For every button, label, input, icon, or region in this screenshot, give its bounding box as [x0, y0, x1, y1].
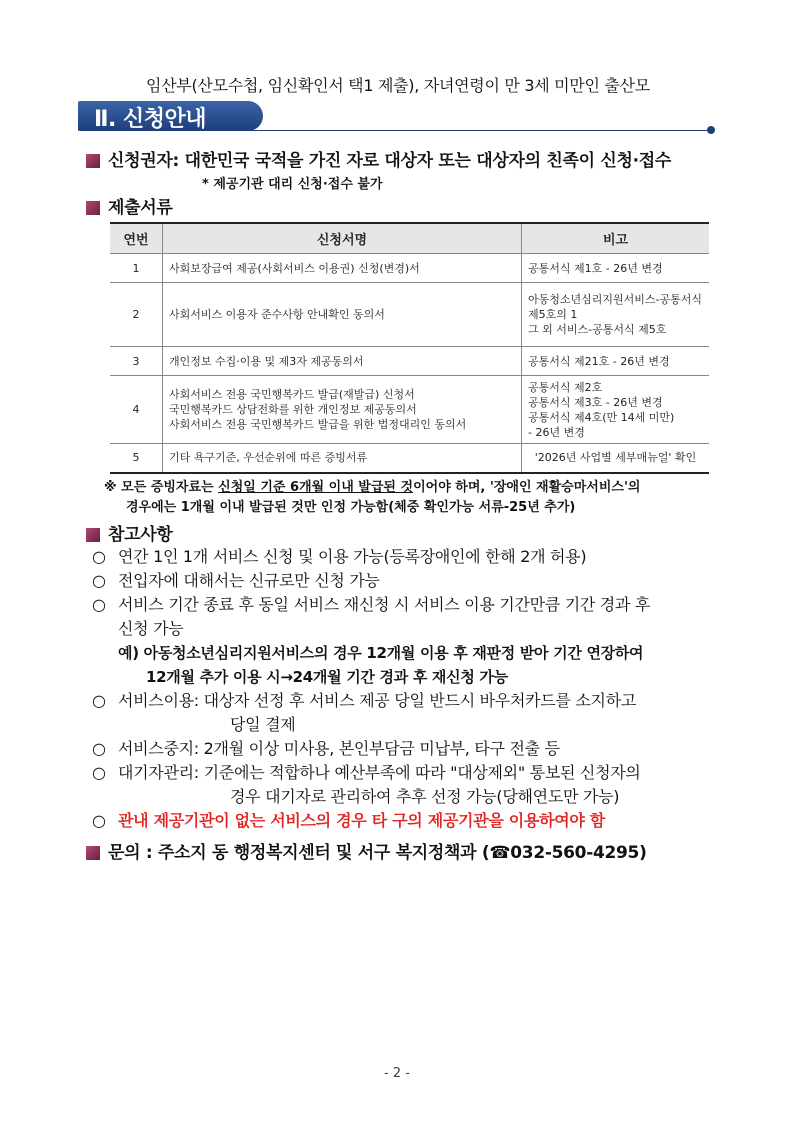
row-note: [522, 347, 710, 376]
circle-bullet-icon: ○: [92, 811, 106, 830]
row-name-line: 개인정보 수집·이용 및 제3자 제공동의서: [169, 354, 364, 368]
list-item: [92, 569, 722, 593]
documents-heading: [86, 193, 173, 218]
row-note-line: 공통서식 제3호 - 26년 변경: [528, 395, 663, 409]
section-banner: [78, 101, 718, 135]
list-item-text: 서비스 기간 종료 후 동일 서비스 재신청 시 서비스 이용 기간만큼 기간 경과 후: [118, 595, 651, 614]
circle-bullet-icon: ○: [92, 763, 106, 782]
square-bullet-icon: [86, 846, 100, 860]
square-bullet-icon: [86, 528, 100, 542]
row-note: [522, 376, 710, 444]
red-notice-text: 관내 제공기관이 없는 서비스의 경우 타 구의 제공기관을 이용하여야 함: [118, 811, 605, 830]
list-item-text: 대기자관리: 기준에는 적합하나 예산부족에 따라 "대상제외" 통보된 신청자의: [118, 763, 641, 782]
list-item: [92, 809, 722, 833]
row-name-line: 기타 욕구기준, 우선순위에 따른 증빙서류: [169, 451, 368, 465]
phone-number: 032-560-4295: [510, 843, 640, 863]
applicant-note: * 제공기관 대리 신청·접수 불가: [202, 177, 383, 192]
row-no: 2: [110, 283, 163, 347]
list-item-text-cont: 당일 결제: [230, 715, 296, 734]
example-note: [92, 641, 722, 689]
row-note-line: 공통서식 제4호(만 14세 미만): [528, 410, 675, 424]
list-item-text: 서비스이용: 대상자 선정 후 서비스 제공 당일 반드시 바우처카드를 소지하고: [118, 691, 637, 710]
row-note-line: 공통서식 제2호: [528, 380, 603, 394]
warning-part2: 이어야 하며, '장애인 재활승마서비스'의: [413, 480, 641, 495]
row-note-line: 아동청소년심리지원서비스-공통서식: [528, 293, 702, 306]
evidence-warning: [104, 478, 724, 518]
row-no: 1: [110, 254, 163, 283]
row-name-line: 사회서비스 전용 국민행복카드 발급(재발급) 신청서: [169, 388, 415, 401]
row-note: [522, 444, 710, 473]
row-no: 3: [110, 347, 163, 376]
table-row: [110, 444, 709, 473]
row-note-line: 공통서식 제1호 - 26년 변경: [528, 261, 663, 275]
reference-heading-text: 참고사항: [108, 525, 173, 545]
row-note-line: 그 외 서비스-공통서식 제5호: [528, 323, 667, 336]
list-item: [92, 689, 722, 737]
warning-part1: 모든 증빙자료는: [121, 480, 219, 495]
circle-bullet-icon: ○: [92, 595, 106, 614]
row-note: [522, 254, 710, 283]
table-row: [110, 283, 709, 347]
applicant-heading: [86, 146, 671, 171]
example-line2: 12개월 추가 이용 시→24개월 기간 경과 후 재신청 가능: [146, 668, 508, 686]
list-item: [92, 761, 722, 809]
list-item-text: 연간 1인 1개 서비스 신청 및 이용 가능(등록장애인에 한해 2개 허용): [118, 547, 587, 566]
list-item: [92, 593, 722, 641]
applicant-heading-text: 신청권자: 대한민국 국적을 가진 자로 대상자 또는 대상자의 친족이 신청·접수: [108, 151, 672, 171]
table-header-row: [110, 223, 709, 254]
list-item-text: 전입자에 대해서는 신규로만 신청 가능: [118, 571, 380, 590]
documents-table: [110, 222, 709, 474]
documents-heading-text: 제출서류: [108, 198, 173, 218]
row-note-line: 공통서식 제21호 - 26년 변경: [528, 354, 670, 368]
page-number: - 2 -: [384, 1066, 410, 1081]
example-line1: 예) 아동청소년심리지원서비스의 경우 12개월 이용 후 재판정 받아 기간 연장하여: [118, 644, 644, 662]
row-name: [163, 376, 522, 444]
circle-bullet-icon: ○: [92, 739, 106, 758]
circle-bullet-icon: ○: [92, 691, 106, 710]
column-header-name: 신청서명: [163, 223, 522, 254]
list-item-text: 서비스중지: 2개월 이상 미사용, 본인부담금 미납부, 타구 전출 등: [118, 739, 560, 758]
contact-line: 문의 : 주소지 동 행정복지센터 및 서구 복지정책과 (☎032-560-4295): [86, 838, 647, 863]
row-name: [163, 283, 522, 347]
contact-label: 문의 : 주소지 동 행정복지센터 및 서구 복지정책과: [108, 843, 477, 863]
table-row: [110, 376, 709, 444]
banner-rule: [243, 130, 711, 131]
row-note-line: - 26년 변경: [528, 425, 585, 439]
square-bullet-icon: [86, 201, 100, 215]
warning-underlined: 신청일 기준 6개월 이내 발급된 것: [218, 480, 414, 495]
circle-bullet-icon: ○: [92, 571, 106, 590]
row-name-line: 사회보장급여 제공(사회서비스 이용권) 신청(변경)서: [169, 261, 420, 275]
phone-icon: ☎: [489, 843, 511, 863]
table-row: [110, 254, 709, 283]
warning-line2: 경우에는 1개월 이내 발급된 것만 인정 가능함(체중 확인가능 서류-25년 추가): [126, 500, 576, 515]
list-item-text-cont: 경우 대기자로 관리하여 추후 선정 가능(당해연도만 가능): [230, 787, 620, 806]
row-name: [163, 347, 522, 376]
row-name: [163, 254, 522, 283]
reference-mark: ※: [104, 480, 117, 495]
row-name-line: 사회서비스 전용 국민행복카드 발급을 위한 법정대리인 동의서: [169, 418, 467, 431]
row-no: 5: [110, 444, 163, 473]
list-item: [92, 737, 722, 761]
row-name: [163, 444, 522, 473]
square-bullet-icon: [86, 154, 100, 168]
circle-bullet-icon: ○: [92, 547, 106, 566]
column-header-no: 연번: [110, 223, 163, 254]
list-item: [92, 545, 722, 569]
reference-heading: [86, 520, 173, 545]
row-note-line: 제5호의 1: [528, 308, 578, 321]
list-item-text-cont: 신청 가능: [118, 619, 184, 638]
intro-line: 임산부(산모수첩, 임신확인서 택1 제출), 자녀연령이 만 3세 미만인 출산모: [146, 76, 650, 95]
row-note-line: '2026년 사업별 세부매뉴얼' 확인: [534, 451, 697, 465]
section-title: Ⅱ. 신청안내: [94, 107, 207, 132]
reference-list: [92, 545, 722, 833]
row-no: 4: [110, 376, 163, 444]
row-name-line: 사회서비스 이용자 준수사항 안내확인 동의서: [169, 308, 385, 321]
row-note: [522, 283, 710, 347]
row-name-line: 국민행복카드 상담전화를 위한 개인정보 제공동의서: [169, 403, 417, 416]
table-row: [110, 347, 709, 376]
column-header-note: 비고: [522, 223, 710, 254]
banner-dot: [707, 126, 715, 134]
